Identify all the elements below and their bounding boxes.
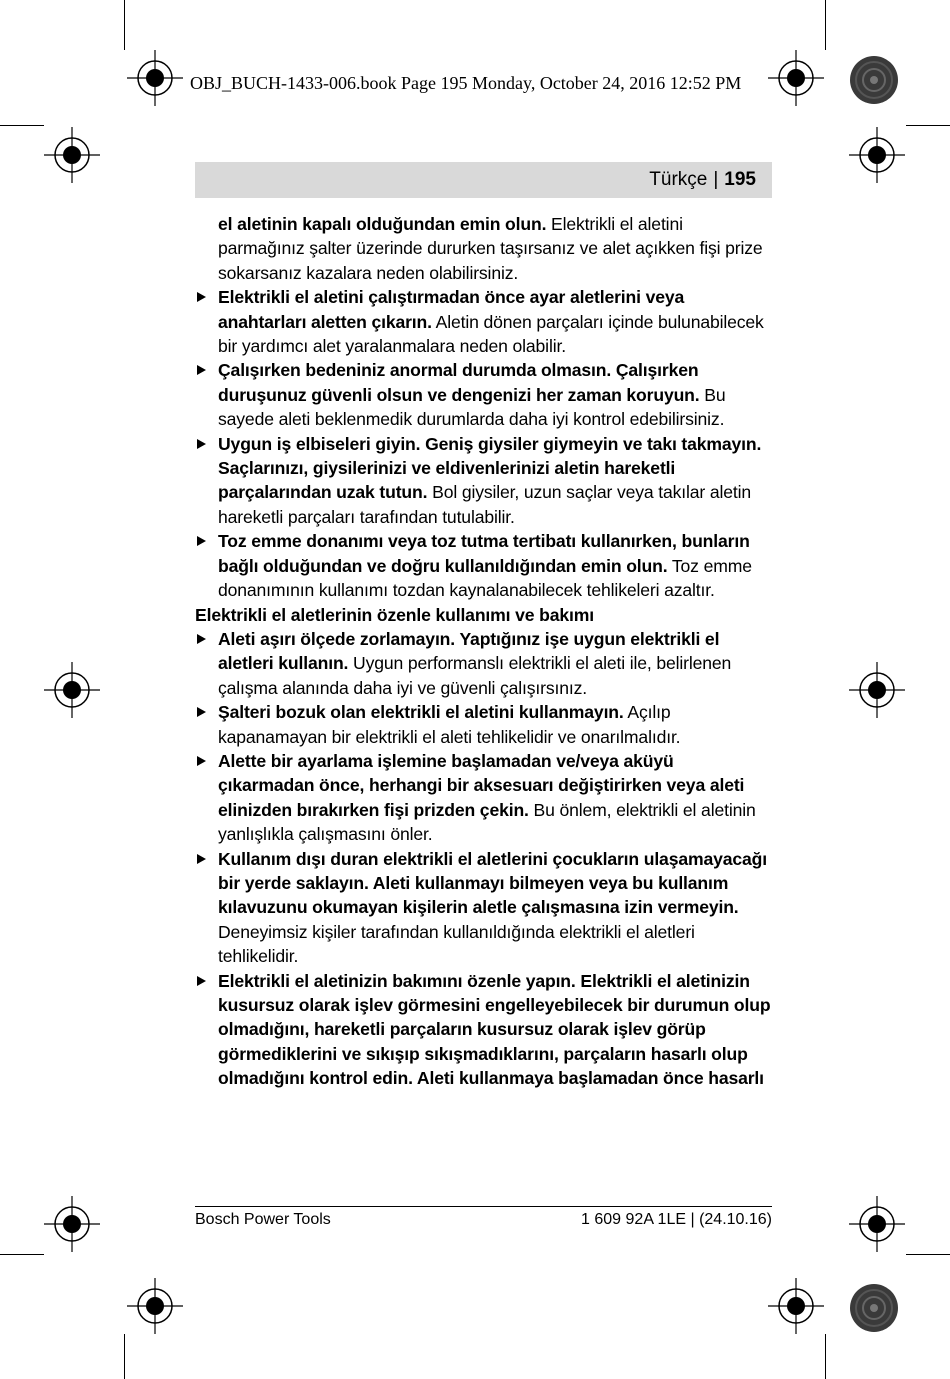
registration-mark-right-upper bbox=[849, 127, 905, 183]
list-item-bold: Toz emme donanımı veya toz tutma tertibatı kullanırken, bunların bağlı olduğundan ve doğru kullanıldığından emin olun. bbox=[218, 531, 750, 576]
bullet-triangle-icon bbox=[197, 536, 206, 546]
page-number: 195 bbox=[724, 169, 756, 190]
bullet-triangle-icon bbox=[197, 854, 206, 864]
crop-mark-right-top-horizontal bbox=[906, 125, 950, 126]
list-item-text: Toz emme donanımının kullanımı tozdan kaynalanabilecek tehlikeleri azaltır. bbox=[218, 555, 752, 601]
registration-mark-top-left bbox=[127, 50, 183, 106]
crop-mark-left-bottom-horizontal bbox=[0, 1254, 44, 1255]
bullet-triangle-icon bbox=[197, 756, 206, 766]
list-item-bold: Aleti aşırı ölçede zorlamayın. Yaptığınız işe uygun elektrikli el aletleri kullanın. bbox=[218, 628, 720, 674]
crop-mark-top-right-vertical bbox=[825, 0, 826, 50]
header-text bbox=[649, 169, 756, 191]
section-heading: Elektrikli el aletlerinin özenle kullanımı ve bakımı bbox=[195, 604, 594, 625]
bullet-triangle-icon bbox=[197, 707, 206, 717]
list-item bbox=[195, 529, 772, 602]
list-item-bold: Elektrikli el aletinizin bakımını özenle yapın. Elektrikli el aletinizin kusursuz olarak işlev görmesini engelleyebilecek bir durumun olup olmadığını, hareketli parçaların kusursuz olarak işlev görüp görmediklerini ve sıkışıp sıkışmadıklarını, parçaların hasarlı olup olmadığını kontrol edin. Aleti kullanmaya başlamadan önce hasarlı bbox=[218, 970, 771, 1089]
intro-text: Elektrikli el aletini parmağınız şalter üzerinde dururken taşırsanız ve alet açıkken fişi prize sokarsanız kazalara neden olabilirsiniz. bbox=[218, 214, 763, 283]
footer-doc-number: 1 609 92A 1LE | (24.10.16) bbox=[581, 1211, 772, 1228]
list-item bbox=[195, 847, 772, 969]
color-calibration-disc-bottom bbox=[848, 1282, 900, 1334]
list-item-bold: Elektrikli el aletini çalıştırmadan önce ayar aletlerini veya anahtarları aletten çıkarın. bbox=[218, 287, 685, 332]
list-item bbox=[195, 432, 772, 530]
registration-mark-bottom-left bbox=[127, 1278, 183, 1334]
list-item-text: Bu sayede aleti beklenmedik durumlarda daha iyi kontrol edebilirsiniz. bbox=[218, 384, 726, 430]
crop-mark-bottom-right-vertical bbox=[825, 1334, 826, 1379]
list-item-text: Uygun performanslı elektrikli el aleti ile, belirlenen çalışma alanında daha iyi ve güvenli çalışırsınız. bbox=[218, 653, 732, 698]
registration-mark-right-lower bbox=[849, 1196, 905, 1252]
list-item-text: Deneyimsiz kişiler tarafından kullanıldığında elektrikli el aletleri tehlikelidir. bbox=[218, 921, 695, 967]
list-item-bold: Kullanım dışı duran elektrikli el aletlerini çocukların ulaşamayacağı bir yerde saklayın. Aleti kullanmayı bilmeyen veya bu kullanım kılavuzunu okumayan kişilerin aletle çalışmasına izin vermeyin. bbox=[218, 848, 767, 918]
print-slug: OBJ_BUCH-1433-006.book Page 195 Monday, October 24, 2016 12:52 PM bbox=[190, 73, 742, 93]
list-item bbox=[195, 749, 772, 847]
bullet-triangle-icon bbox=[197, 365, 206, 375]
bullet-triangle-icon bbox=[197, 976, 206, 986]
list-item bbox=[195, 627, 772, 700]
crop-mark-left-top-horizontal bbox=[0, 125, 44, 126]
list-item-text: Bu önlem, elektrikli el aletinin yanlışlıkla çalışmasını önler. bbox=[218, 799, 756, 845]
list-item-text: Açılıp kapanamayan bir elektrikli el aleti tehlikelidir ve onarılmalıdır. bbox=[218, 702, 681, 747]
list-item bbox=[195, 358, 772, 431]
registration-mark-bottom-right bbox=[768, 1278, 824, 1334]
registration-mark-left-lower bbox=[44, 1196, 100, 1252]
registration-mark-left-upper bbox=[44, 127, 100, 183]
bullet-triangle-icon bbox=[197, 634, 206, 644]
header-separator: | bbox=[713, 169, 719, 190]
list-item-bold: Alette bir ayarlama işlemine başlamadan ve/veya aküyü çıkarmadan önce, herhangi bir aksesuarı değiştirirken veya aleti elinizden bırakırken fişi prizden çekin. bbox=[218, 750, 745, 820]
list-item-bold: Şalteri bozuk olan elektrikli el aletini kullanmayın. bbox=[218, 702, 624, 723]
safety-list-a bbox=[195, 285, 772, 602]
intro-bold: el aletinin kapalı olduğundan emin olun. bbox=[218, 214, 547, 234]
registration-mark-left-middle bbox=[44, 662, 100, 718]
safety-list-b bbox=[195, 627, 772, 1091]
registration-mark-top-right bbox=[768, 50, 824, 106]
page-body bbox=[195, 212, 772, 1091]
crop-mark-right-bottom-horizontal bbox=[906, 1254, 950, 1255]
list-item-bold: Çalışırken bedeniniz anormal durumda olmasın. Çalışırken duruşunuz güvenli olsun ve dengenizi her zaman koruyun. bbox=[218, 360, 700, 405]
crop-mark-bottom-left-vertical bbox=[124, 1334, 125, 1379]
intro-paragraph bbox=[195, 212, 772, 285]
list-item bbox=[195, 969, 772, 1091]
bullet-triangle-icon bbox=[197, 292, 206, 302]
page-header bbox=[195, 162, 772, 198]
list-item-text: Aletin dönen parçaları içinde bulunabilecek bir yardımcı alet yaralanmalara neden olabilir. bbox=[218, 311, 764, 357]
list-item-text: Bol giysiler, uzun saçlar veya takılar aletin hareketli parçaları tarafından tutulabilir. bbox=[218, 482, 752, 527]
bullet-triangle-icon bbox=[197, 439, 206, 449]
list-item bbox=[195, 285, 772, 358]
list-item-bold: Uygun iş elbiseleri giyin. Geniş giysiler giymeyin ve takı takmayın. Saçlarınızı, giysilerinizi ve eldivenlerinizi aletin hareketli parçalarından uzak tutun. bbox=[218, 433, 762, 503]
color-calibration-disc-top bbox=[848, 54, 900, 106]
header-language: Türkçe bbox=[649, 169, 708, 190]
footer-brand: Bosch Power Tools bbox=[195, 1211, 331, 1228]
list-item bbox=[195, 700, 772, 749]
crop-mark-top-left-vertical bbox=[124, 0, 125, 50]
registration-mark-right-middle bbox=[849, 662, 905, 718]
footer-divider bbox=[195, 1206, 772, 1207]
